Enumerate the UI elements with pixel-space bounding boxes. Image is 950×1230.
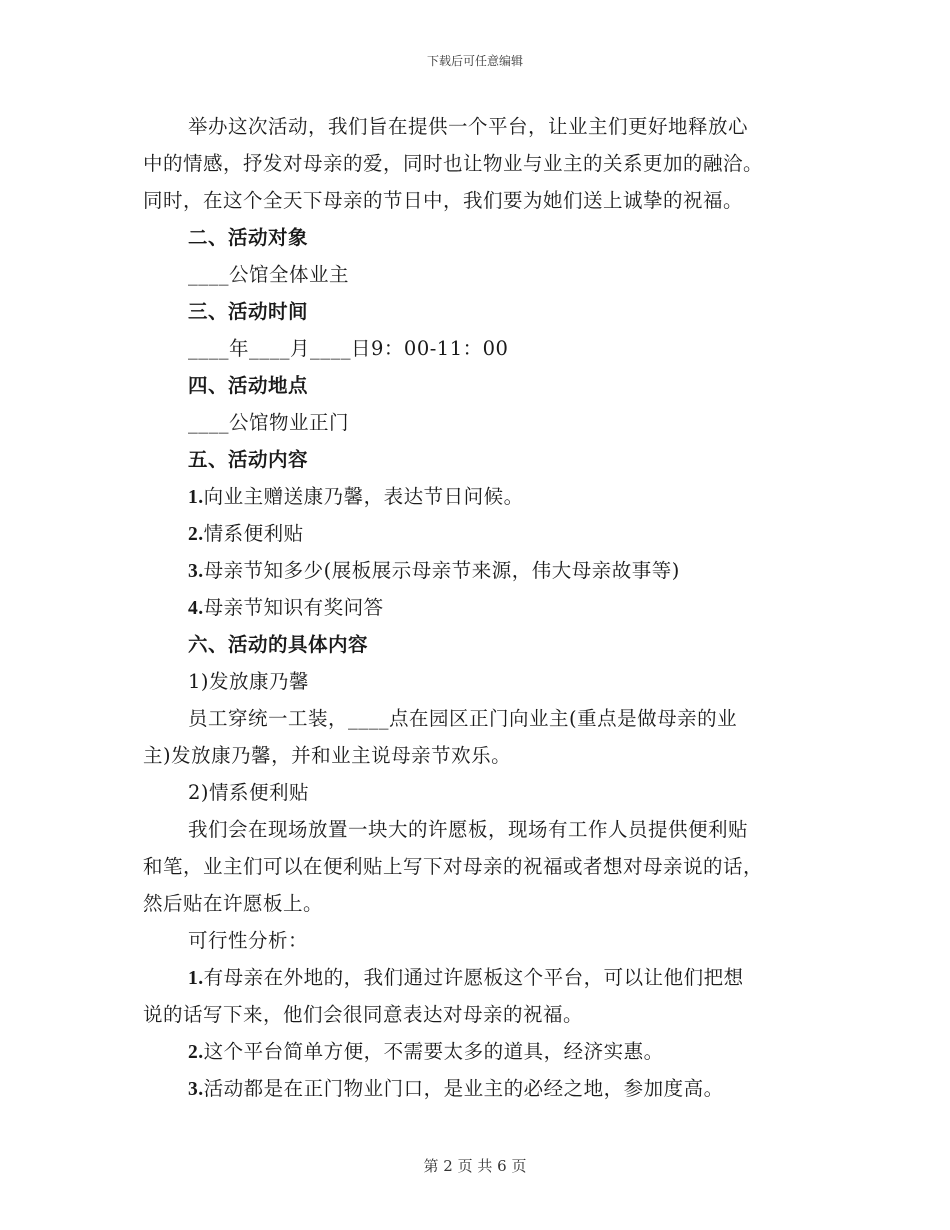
page-footer: 第 2 页 共 6 页 [423, 1157, 527, 1175]
paragraph-line: 举办这次活动，我们旨在提供一个平台，让业主们更好地释放心 [188, 115, 749, 138]
list-number: 1. [188, 487, 204, 508]
list-number: 3. [188, 1079, 204, 1100]
list-number: 2. [188, 1042, 204, 1063]
list-item [143, 959, 823, 996]
sub-heading: 可行性分析： [188, 929, 309, 952]
paragraph-line: 主)发放康乃馨，并和业主说母亲节欢乐。 [143, 744, 512, 767]
paragraph-line: 员工穿统一工装，____点在园区正门向业主(重点是做母亲的业 [188, 707, 738, 730]
list-text: 活动都是在正门物业门口，是业主的必经之地，参加度高。 [203, 1077, 724, 1100]
paragraph-line: 然后贴在许愿板上。 [143, 892, 324, 915]
sub-heading: 2)情系便利贴 [188, 781, 310, 804]
paragraph-line: ____公馆物业正门 [188, 411, 350, 434]
list-item [143, 478, 823, 515]
list-item [143, 515, 823, 552]
list-number: 3. [188, 561, 204, 582]
paragraph-line: 说的话写下来，他们会很同意表达对母亲的祝福。 [143, 1003, 584, 1026]
list-text: 向业主赠送康乃馨，表达节日问候。 [203, 485, 524, 508]
list-number: 4. [188, 598, 204, 619]
list-number: 2. [188, 524, 204, 545]
paragraph-line: 同时，在这个全天下母亲的节日中，我们要为她们送上诚挚的祝福。 [143, 189, 744, 212]
paragraph-line: 我们会在现场放置一块大的许愿板，现场有工作人员提供便利贴 [188, 818, 749, 841]
list-item [143, 1033, 823, 1070]
list-item [143, 1070, 823, 1107]
list-item [143, 552, 823, 589]
list-item [143, 589, 823, 626]
page-header: 下载后可任意编辑 [426, 54, 523, 68]
section-heading: 三、活动时间 [188, 300, 309, 323]
paragraph-line: 中的情感，抒发对母亲的爱，同时也让物业与业主的关系更加的融洽。 [143, 152, 764, 175]
list-text: 这个平台简单方便，不需要太多的道具，经济实惠。 [203, 1040, 664, 1063]
paragraph-line: 和笔，业主们可以在便利贴上写下对母亲的祝福或者想对母亲说的话， [143, 855, 764, 878]
section-heading: 四、活动地点 [188, 374, 309, 397]
section-heading: 二、活动对象 [188, 226, 309, 249]
list-text: 母亲节知识有奖问答 [203, 596, 384, 619]
section-heading: 五、活动内容 [188, 448, 309, 471]
sub-heading: 1)发放康乃馨 [188, 670, 310, 693]
list-text: 情系便利贴 [203, 522, 304, 545]
list-text: 母亲节知多少(展板展示母亲节来源，伟大母亲故事等) [203, 559, 680, 582]
section-heading: 六、活动的具体内容 [188, 633, 369, 656]
paragraph-line: ____年____月____日9：00-11：00 [188, 337, 509, 360]
paragraph-line: ____公馆全体业主 [188, 263, 350, 286]
list-number: 1. [188, 968, 204, 989]
list-text: 有母亲在外地的，我们通过许愿板这个平台，可以让他们把想 [203, 966, 744, 989]
document-body [143, 108, 823, 1107]
